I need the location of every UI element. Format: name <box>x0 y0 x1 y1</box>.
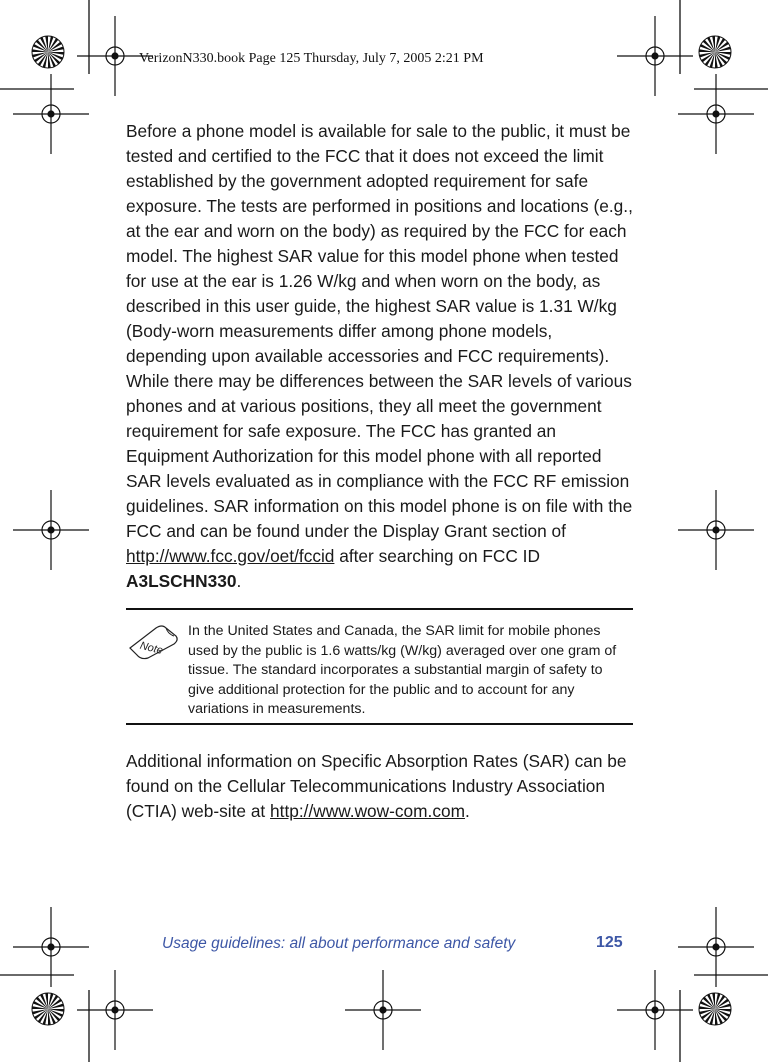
sar-paragraph <box>126 119 633 594</box>
print-header: VerizonN330.book Page 125 Thursday, July 7, 2005 2:21 PM <box>139 51 484 66</box>
registration-target-icon <box>13 74 89 154</box>
registration-target-icon <box>345 970 421 1050</box>
page-number: 125 <box>596 934 623 951</box>
ctia-paragraph-text: Additional information on Specific Absorption Rates (SAR) can be found on the Cellular Telecommunications Industry Association (CTIA) web-site at <box>126 750 627 821</box>
ctia-paragraph-end: . <box>464 800 470 821</box>
sar-paragraph-end: . <box>236 571 242 591</box>
sar-paragraph-mid: after searching on FCC ID <box>334 546 540 566</box>
note-box <box>126 608 633 725</box>
starburst-mark-icon <box>32 36 64 68</box>
starburst-mark-icon <box>699 36 731 68</box>
ctia-paragraph <box>126 749 633 824</box>
registration-target-icon <box>678 74 754 154</box>
registration-target-icon <box>617 16 693 96</box>
registration-target-icon <box>678 490 754 570</box>
starburst-mark-icon <box>699 993 731 1025</box>
registration-target-icon <box>617 970 693 1050</box>
sar-paragraph-text: Before a phone model is available for sale to the public, it must be tested and certified to the FCC that it does not exceed the limit established by the government adopted requirement for safe exposure. The tests are performed in positions and locations (e.g., at the ear and worn on the body) as required by the FCC for each model. The highest SAR value for this model phone when tested for use at the ear is 1.26 W/kg and when worn on the body, as described in this user guide, the highest SAR value is 1.31 W/kg (Body-worn measurements differ among phone models, depending upon available accessories and FCC requirements). While there may be differences between the SAR levels of various phones and at various positions, they all meet the government requirement for safe exposure. The FCC has granted an Equipment Authorization for this model phone with all reported SAR levels evaluated as in compliance with the FCC RF emission guidelines. SAR information on this model phone is on file with the FCC and can be found under the Display Grant section of <box>126 121 633 541</box>
fcc-link[interactable]: http://www.fcc.gov/oet/fccid <box>126 546 335 566</box>
page-content <box>126 119 633 824</box>
starburst-mark-icon <box>32 993 64 1025</box>
fcc-id: A3LSCHN330 <box>126 571 237 591</box>
registration-target-icon <box>13 490 89 570</box>
note-icon <box>126 622 188 720</box>
ctia-link[interactable]: http://www.wow-com.com <box>270 800 465 821</box>
note-text: In the United States and Canada, the SAR limit for mobile phones used by the public is 1.6 watts/kg (W/kg) averaged over one gram of tissue. The standard incorporates a substantial margin of safety to give additional protection for the public and to account for any variations in measurements. <box>188 623 617 718</box>
note-icon-label: Note <box>138 639 165 657</box>
footer-section-title: Usage guidelines: all about performance and safety <box>162 935 516 952</box>
